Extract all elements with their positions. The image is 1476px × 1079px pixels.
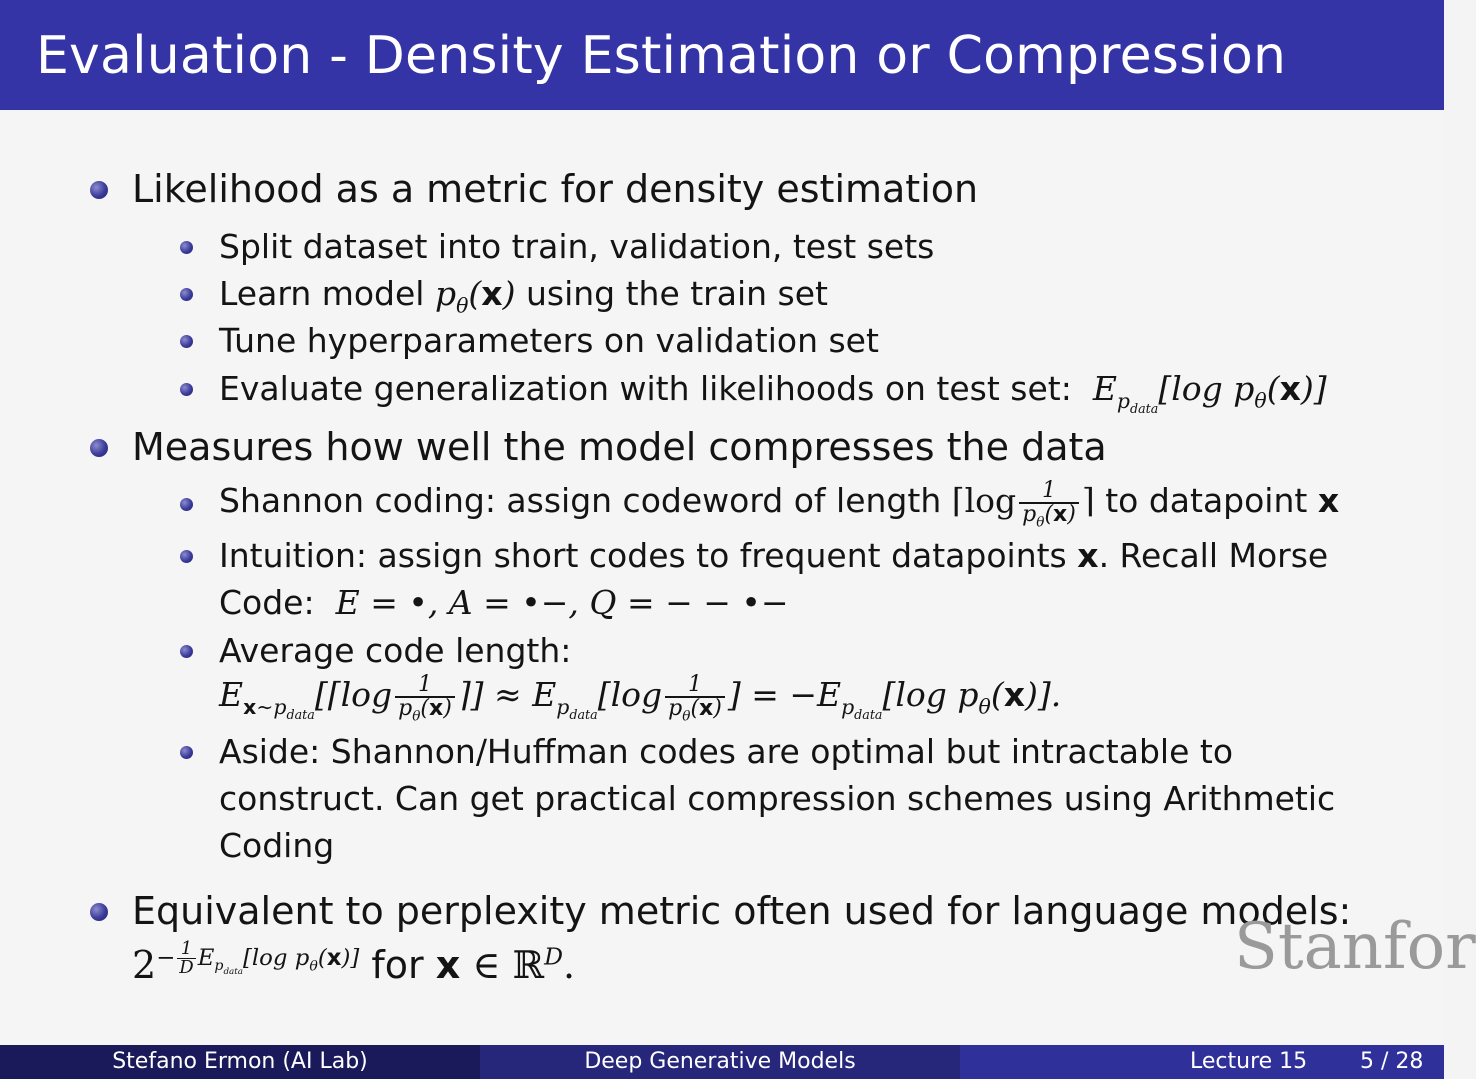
sub-bullet-average-code-length: Average code length: xyxy=(219,631,572,670)
intuition-text-after: Recall Morse xyxy=(1119,536,1329,575)
formula-perplexity: $2^{- \frac{1}{D} E_{p_{data}}[log p_\theta(x)]}$ for x ∈ ℝ$^D$. xyxy=(132,938,576,988)
footer-right xyxy=(960,1045,1444,1079)
sub-bullet-learn-model xyxy=(219,273,828,318)
sub-bullet-marker xyxy=(180,746,193,759)
shannon-text-after: to datapoint xyxy=(1105,481,1308,520)
evaluate-text: Evaluate generalization with likelihoods on test set: xyxy=(219,369,1072,408)
sub-bullet-marker xyxy=(180,383,193,396)
bullet-likelihood-metric: Likelihood as a metric for density estimation xyxy=(132,167,979,211)
intuition-text: Intuition: assign short codes to frequent datapoints xyxy=(219,536,1067,575)
bullet-marker xyxy=(90,439,108,457)
sub-bullet-marker xyxy=(180,550,193,563)
sub-bullet-shannon-coding xyxy=(219,478,1340,531)
sub-bullet-evaluate-generalization xyxy=(219,368,1327,416)
sub-bullet-aside-line2: construct. Can get practical compression schemes using Arithmetic xyxy=(219,779,1336,818)
sub-bullet-marker xyxy=(180,335,193,348)
morse-code-label: Code: xyxy=(219,583,315,622)
footer-course: Deep Generative Models xyxy=(480,1045,960,1079)
bullet-perplexity: Equivalent to perplexity metric often used for language models: xyxy=(132,889,1352,933)
bullet-marker xyxy=(90,903,108,921)
footer-author: Stefano Ermon (AI Lab) xyxy=(0,1045,480,1079)
sub-bullet-split-dataset: Split dataset into train, validation, test sets xyxy=(219,227,935,266)
sub-bullet-intuition-line1: Intuition: assign short codes to frequent datapoints x. Recall Morse xyxy=(219,536,1329,575)
formula-p-theta-x: $p_\theta(x)$ xyxy=(434,274,516,318)
formula-morse-code: E = •, A = •−, Q = − − •− xyxy=(325,583,789,622)
sub-bullet-intuition-line2 xyxy=(219,582,789,624)
footer-page-number: 5 / 28 xyxy=(1360,1049,1424,1074)
for-text: for xyxy=(371,943,424,988)
sub-bullet-marker xyxy=(180,645,193,658)
bullet-marker xyxy=(90,181,108,199)
footer-lecture: Lecture 15 xyxy=(1190,1049,1308,1074)
learn-model-text: Learn model xyxy=(219,274,425,313)
title-bar xyxy=(0,0,1444,112)
sub-bullet-marker xyxy=(180,241,193,254)
sub-bullet-aside-line3: Coding xyxy=(219,826,335,865)
stanford-watermark: Stanfor xyxy=(1234,910,1476,984)
symbol-x: x xyxy=(1317,481,1340,520)
sub-bullet-marker xyxy=(180,288,193,301)
formula-codeword-length: ⌈log $\frac{1}{p_\theta(x)}$ ⌉ xyxy=(951,478,1095,531)
formula-expected-log-likelihood: $E_{p_{data}}[\log$ $p_\theta(x)$] xyxy=(1082,369,1327,416)
footer-bar xyxy=(0,1045,1444,1079)
sub-bullet-tune-hyperparameters: Tune hyperparameters on validation set xyxy=(219,321,879,360)
slide-title: Evaluation - Density Estimation or Compression xyxy=(36,26,1287,86)
sub-bullet-marker xyxy=(180,498,193,511)
sub-bullet-aside-line1: Aside: Shannon/Huffman codes are optimal but intractable to xyxy=(219,732,1234,771)
bullet-compression: Measures how well the model compresses the data xyxy=(132,425,1107,469)
learn-model-text-after: using the train set xyxy=(525,274,828,313)
symbol-x: x xyxy=(1077,536,1099,575)
shannon-text: Shannon coding: assign codeword of length xyxy=(219,481,942,520)
formula-average-code-length: $E_{x\sim p_{data}}[⌈\log$ $\frac{1}{p_\theta(x)}$ ⌉] ≈ $E_{p_{data}}[\log$ $\frac{1}{p_\theta(x)}$ ] = $-E_{p_{data}}[\log$ $p_\theta(x)$]. xyxy=(219,672,1062,725)
